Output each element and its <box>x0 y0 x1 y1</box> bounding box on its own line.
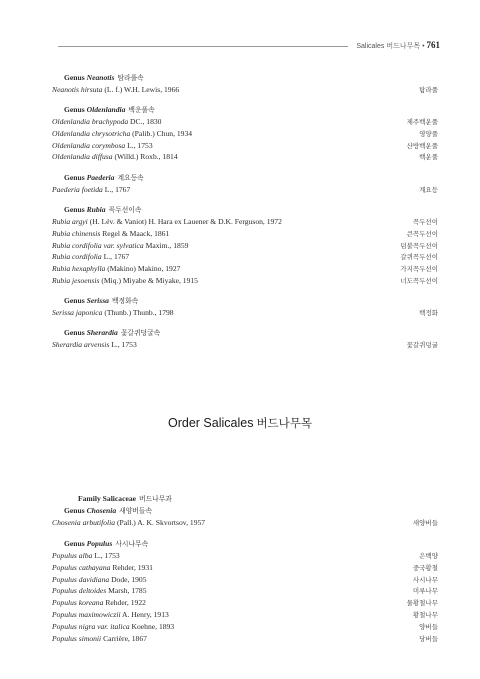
species-korean: 갈퀴꼭두선이 <box>400 253 438 262</box>
genus-korean: 백운풀속 <box>128 106 155 114</box>
species-name: Rubia argyi <box>52 217 88 226</box>
species-name: Populus alba <box>52 551 93 560</box>
genus-name: Populus <box>86 539 113 548</box>
species-author: L., 1753 <box>127 140 153 150</box>
genus-korean: 탐라풀속 <box>117 74 144 82</box>
species-author: Marsh, 1785 <box>108 586 147 596</box>
genus-word: Genus <box>64 328 85 337</box>
genus-korean: 꽃갈퀴덩굴속 <box>120 329 161 337</box>
species-entry <box>52 185 438 197</box>
header-rule <box>58 46 348 47</box>
genus-heading <box>52 295 438 308</box>
species-entry <box>52 551 438 563</box>
genus-name: Chosenia <box>86 506 117 515</box>
species-entry <box>52 575 438 587</box>
species-entry <box>52 264 438 276</box>
species-name: Neanotis hirsuta <box>52 85 103 94</box>
species-korean: 백정화 <box>419 309 438 317</box>
genus-word: Genus <box>64 73 85 82</box>
family-korean: 버드나무과 <box>139 495 172 503</box>
species-entry <box>52 586 438 598</box>
genus-word: Genus <box>64 296 85 305</box>
header-right <box>356 40 440 51</box>
species-author: (Makino) Makino, 1927 <box>107 264 181 274</box>
species-korean: 새양버들 <box>412 519 438 527</box>
species-korean: 미루나무 <box>412 587 438 596</box>
genus-block-serissa <box>52 295 438 320</box>
genus-heading <box>52 327 438 340</box>
genus-block-populus <box>52 538 438 645</box>
species-author: Regel & Maack, 1861 <box>102 228 170 238</box>
genus-block-neanotis <box>52 72 438 97</box>
genus-block-rubia <box>52 204 438 288</box>
genus-korean: 새양버들속 <box>119 507 152 515</box>
species-author: (Miq.) Miyabe & Miyake, 1915 <box>101 275 198 285</box>
genus-word: Genus <box>64 205 85 214</box>
species-author: (Thunb.) Thunb., 1798 <box>104 308 174 317</box>
species-korean: 은백양 <box>419 552 438 560</box>
species-name: Chosenia arbutifolia <box>52 518 116 527</box>
species-entry <box>52 129 438 141</box>
page-number: 761 <box>426 40 440 50</box>
genus-block-sherardia <box>52 327 438 352</box>
order-korean: 버드나무목 <box>256 416 312 430</box>
species-author: A. Henry, 1913 <box>122 609 169 619</box>
genus-heading <box>52 204 438 217</box>
genus-word: Genus <box>64 506 85 515</box>
species-entry <box>52 229 438 241</box>
species-korean: 탐라풀 <box>419 86 438 94</box>
running-header <box>58 40 440 54</box>
species-korean: 가지꼭두선이 <box>400 265 438 274</box>
header-bullet: • <box>422 43 425 50</box>
species-korean: 당버들 <box>419 634 438 643</box>
species-entry <box>52 252 438 264</box>
genus-word: Genus <box>64 173 85 182</box>
genus-korean: 꼭두선이속 <box>108 206 142 214</box>
genus-heading <box>52 172 438 185</box>
order-heading <box>0 415 480 431</box>
species-author: (H. Lév. & Vaniot) H. Hara ex Lauener & D.K. Ferguson, 1972 <box>89 217 282 226</box>
species-korean: 물황철나무 <box>406 599 438 608</box>
species-entry <box>52 276 438 288</box>
species-name: Oldenlandia corymbosa <box>52 140 126 150</box>
species-korean: 덤불꼭두선이 <box>400 241 438 250</box>
species-korean: 사시나무 <box>412 575 438 584</box>
species-korean: 영양풀 <box>419 129 438 138</box>
species-korean: 너도꼭두선이 <box>400 276 438 285</box>
running-title: Salicales 버드나무목 <box>356 43 421 50</box>
species-name: Rubia cordifolia var. sylvatica <box>52 240 144 250</box>
genus-block-paederia <box>52 172 438 197</box>
genus-heading <box>52 72 438 85</box>
species-name: Populus davidiana <box>52 574 110 584</box>
genus-word: Genus <box>64 539 85 548</box>
species-author: (Willd.) Roxb., 1814 <box>114 152 178 162</box>
species-korean: 꼭두선이 <box>412 218 438 226</box>
species-entry <box>52 518 438 530</box>
species-name: Populus koreana <box>52 598 104 608</box>
species-author: L., 1767 <box>103 252 130 262</box>
species-entry <box>52 85 438 97</box>
species-entry <box>52 241 438 253</box>
species-author: L., 1767 <box>104 185 131 194</box>
species-korean: 산방백운풀 <box>406 141 438 150</box>
genus-heading <box>52 505 438 518</box>
species-name: Rubia hexaphylla <box>52 264 106 274</box>
species-entry <box>52 622 438 634</box>
species-author: Koehne, 1893 <box>131 621 175 631</box>
species-entry <box>52 141 438 153</box>
species-name: Populus nigra var. italica <box>52 621 130 631</box>
species-entry <box>52 563 438 575</box>
species-name: Sherardia arvensis <box>52 340 110 349</box>
species-name: Rubia chinensis <box>52 228 101 238</box>
species-name: Populus maximowiczii <box>52 609 121 619</box>
genus-name: Paederia <box>86 173 115 182</box>
genus-name: Oldenlandia <box>86 105 126 114</box>
genus-korean: 계요등속 <box>117 174 144 182</box>
genus-block-oldenlandia <box>52 104 438 164</box>
species-korean: 계요등 <box>419 186 438 194</box>
species-author: L., 1753 <box>111 340 137 349</box>
family-heading <box>52 493 438 505</box>
species-korean: 제주백운풀 <box>406 118 438 126</box>
family-section <box>52 493 438 530</box>
species-korean: 황철나무 <box>412 610 438 619</box>
species-author: (Palib.) Chun, 1934 <box>132 128 193 138</box>
species-entry <box>52 217 438 229</box>
species-author: Maxim., 1859 <box>145 240 189 250</box>
genus-name: Rubia <box>86 205 106 214</box>
species-korean: 중국황철 <box>412 563 438 572</box>
genus-name: Neanotis <box>86 73 115 82</box>
species-name: Oldenlandia brachypoda <box>52 117 129 126</box>
species-entry <box>52 598 438 610</box>
species-name: Oldenlandia diffusa <box>52 152 113 162</box>
species-name: Populus simonii <box>52 633 102 643</box>
species-korean: 큰꼭두선이 <box>406 229 438 238</box>
species-entry <box>52 117 438 129</box>
species-name: Populus deltoides <box>52 586 107 596</box>
species-korean: 백운풀 <box>419 153 438 162</box>
species-entry <box>52 634 438 646</box>
family-name: Family Salicaceae <box>78 494 136 503</box>
species-author: Carrière, 1867 <box>103 633 147 643</box>
species-name: Oldenlandia chrysotricha <box>52 128 131 138</box>
genus-name: Sherardia <box>86 328 118 337</box>
species-name: Rubia cordifolia <box>52 252 102 262</box>
species-author: Dode, 1905 <box>111 574 147 584</box>
species-author: (Pall.) A. K. Skvortsov, 1957 <box>116 518 206 527</box>
genus-heading <box>52 104 438 117</box>
genus-korean: 사시나무속 <box>115 540 149 548</box>
species-entry <box>52 152 438 164</box>
species-name: Populus cathayana <box>52 562 111 572</box>
genus-name: Serissa <box>86 296 109 305</box>
species-entry <box>52 340 438 352</box>
genus-korean: 백정화속 <box>111 297 139 305</box>
species-author: L., 1753 <box>94 551 120 560</box>
genus-heading <box>52 538 438 551</box>
genus-word: Genus <box>64 105 85 114</box>
species-korean: 꽃갈퀴덩굴 <box>406 341 438 349</box>
species-name: Serissa japonica <box>52 308 103 317</box>
species-author: (L. f.) W.H. Lewis, 1966 <box>104 85 180 94</box>
order-name: Order Salicales <box>168 416 254 430</box>
species-name: Paederia foetida <box>52 185 103 194</box>
species-entry <box>52 308 438 320</box>
species-korean: 양버들 <box>419 622 438 631</box>
species-author: DC., 1830 <box>130 117 162 126</box>
species-name: Rubia jesoensis <box>52 275 100 285</box>
species-entry <box>52 610 438 622</box>
species-author: Rehder, 1922 <box>105 598 146 608</box>
species-author: Rehder, 1931 <box>112 562 153 572</box>
